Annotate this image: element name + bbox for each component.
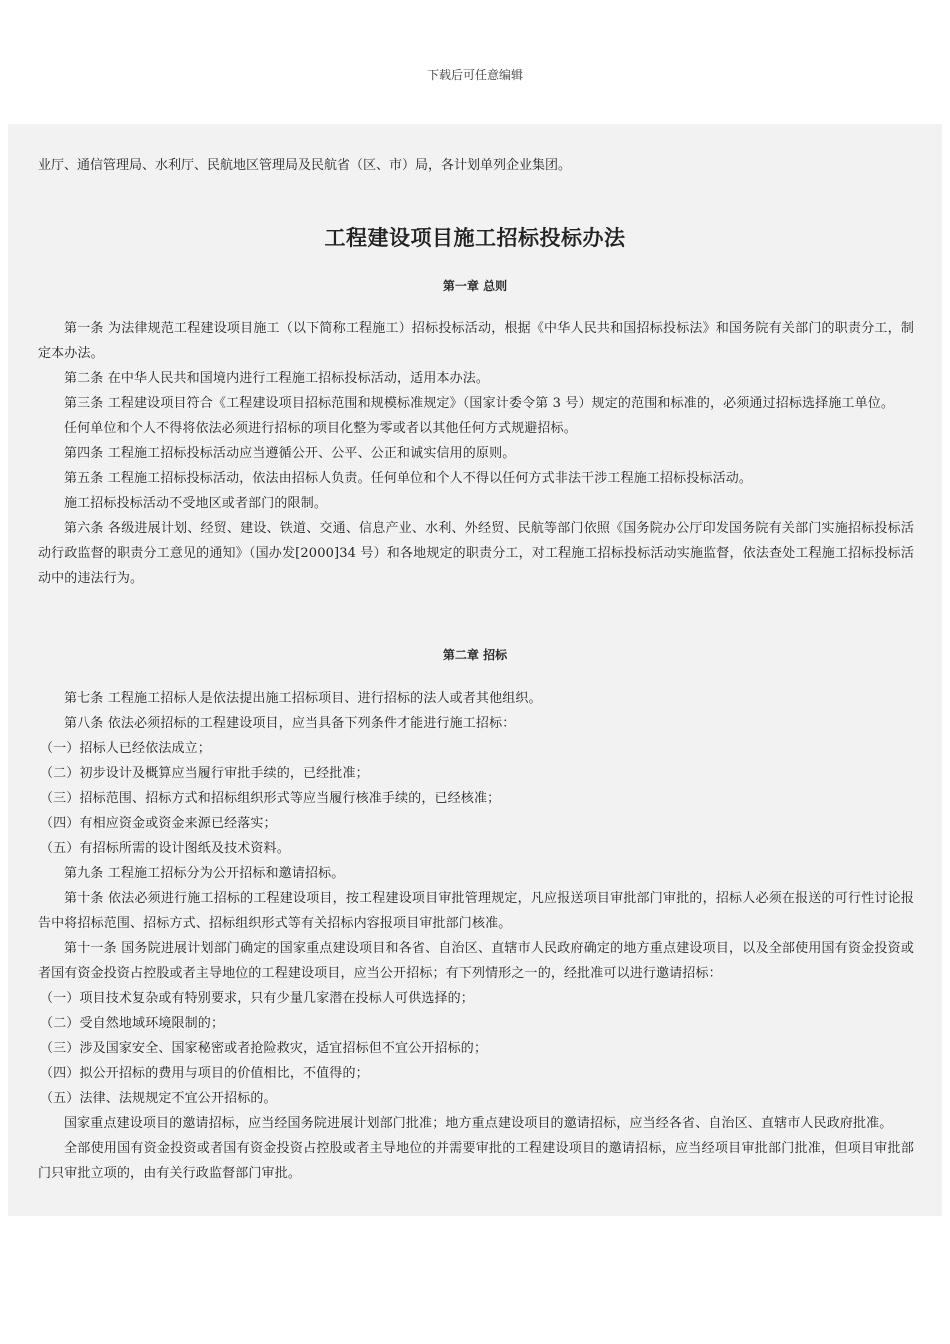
list-item: （二）初步设计及概算应当履行审批手续的，已经批准； <box>40 766 369 781</box>
chapter-2-heading: 第二章 招标 <box>442 648 508 662</box>
page-header-note: 下载后可任意编辑 <box>426 68 523 82</box>
article-paragraph: 第三条 工程建设项目符合《工程建设项目招标范围和规模标准规定》（国家计委令第 3 号）规定的范围和标准的，必须通过招标选择施工单位。 <box>64 396 895 411</box>
article-paragraph: 第十一条 国务院进展计划部门确定的国家重点建设项目和各省、自治区、直辖市人民政府确定的地方重点建设项目，以及全部使用国有资金投资或者国有资金投资占控股或者主导地位的工程建设项目，应当公开招标；有下列情形之一的，经批准可以进行邀请招标： <box>38 941 914 981</box>
article-paragraph: 第二条 在中华人民共和国境内进行工程施工招标投标活动，适用本办法。 <box>64 371 490 386</box>
article-paragraph: 全部使用国有资金投资或者国有资金投资占控股或者主导地位的并需要审批的工程建设项目的邀请招标，应当经项目审批部门批准，但项目审批部门只审批立项的，由有关行政监督部门审批。 <box>38 1141 914 1181</box>
list-item: （三）涉及国家安全、国家秘密或者抢险救灾，适宜招标但不宜公开招标的； <box>40 1041 488 1056</box>
chapter-1-body <box>38 316 914 591</box>
article-paragraph: 第一条 为法律规范工程建设项目施工（以下简称工程施工）招标投标活动，根据《中华人民共和国招标投标法》和国务院有关部门的职责分工，制定本办法。 <box>38 321 914 361</box>
article-paragraph: 第九条 工程施工招标分为公开招标和邀请招标。 <box>64 866 345 881</box>
article-paragraph: 第五条 工程施工招标投标活动，依法由招标人负责。任何单位和个人不得以任何方式非法干涉工程施工招标投标活动。 <box>64 471 753 486</box>
chapter-1-heading: 第一章 总则 <box>442 279 508 293</box>
document-title: 工程建设项目施工招标投标办法 <box>324 226 626 250</box>
intro-line: 业厅、通信管理局、水利厅、民航地区管理局及民航省（区、市）局，各计划单列企业集团。 <box>38 158 572 173</box>
article-paragraph: 第七条 工程施工招标人是依法提出施工招标项目、进行招标的法人或者其他组织。 <box>64 691 542 706</box>
list-item: （四）有相应资金或资金来源已经落实； <box>40 816 277 831</box>
list-item: （五）有招标所需的设计图纸及技术资料。 <box>40 841 290 856</box>
chapter-2-body <box>38 686 914 1186</box>
list-item: （二）受自然地域环境限制的； <box>40 1016 225 1031</box>
article-paragraph: 施工招标投标活动不受地区或者部门的限制。 <box>64 496 328 511</box>
article-paragraph: 第十条 依法必须进行施工招标的工程建设项目，按工程建设项目审批管理规定，凡应报送项目审批部门审批的，招标人必须在报送的可行性讨论报告中将招标范围、招标方式、招标组织形式等有关招标内容报项目审批部门核准。 <box>38 891 914 931</box>
list-item: （一）项目技术复杂或有特别要求，只有少量几家潜在投标人可供选择的； <box>40 991 474 1006</box>
list-item: （四）拟公开招标的费用与项目的价值相比，不值得的； <box>40 1066 369 1081</box>
article-paragraph: 第四条 工程施工招标投标活动应当遵循公开、公平、公正和诚实信用的原则。 <box>64 446 516 461</box>
list-item: （三）招标范围、招标方式和招标组织形式等应当履行核准手续的，已经核准； <box>40 791 501 806</box>
article-paragraph: 第六条 各级进展计划、经贸、建设、铁道、交通、信息产业、水利、外经贸、民航等部门依照《国务院办公厅印发国务院有关部门实施招标投标活动行政监督的职责分工意见的通知》（国办发[2000]34 号）和各地规定的职责分工，对工程施工招标投标活动实施监督，依法查处工程施工招标投标活动中的违法行为。 <box>38 521 914 586</box>
article-paragraph: 国家重点建设项目的邀请招标，应当经国务院进展计划部门批准；地方重点建设项目的邀请招标，应当经各省、自治区、直辖市人民政府批准。 <box>64 1116 893 1131</box>
article-paragraph: 任何单位和个人不得将依法必须进行招标的项目化整为零或者以其他任何方式规避招标。 <box>64 421 577 436</box>
article-paragraph: 第八条 依法必须招标的工程建设项目，应当具备下列条件才能进行施工招标： <box>64 716 516 731</box>
list-item: （五）法律、法规规定不宜公开招标的。 <box>40 1091 277 1106</box>
list-item: （一）招标人已经依法成立； <box>40 741 211 756</box>
document-panel <box>8 124 942 1216</box>
